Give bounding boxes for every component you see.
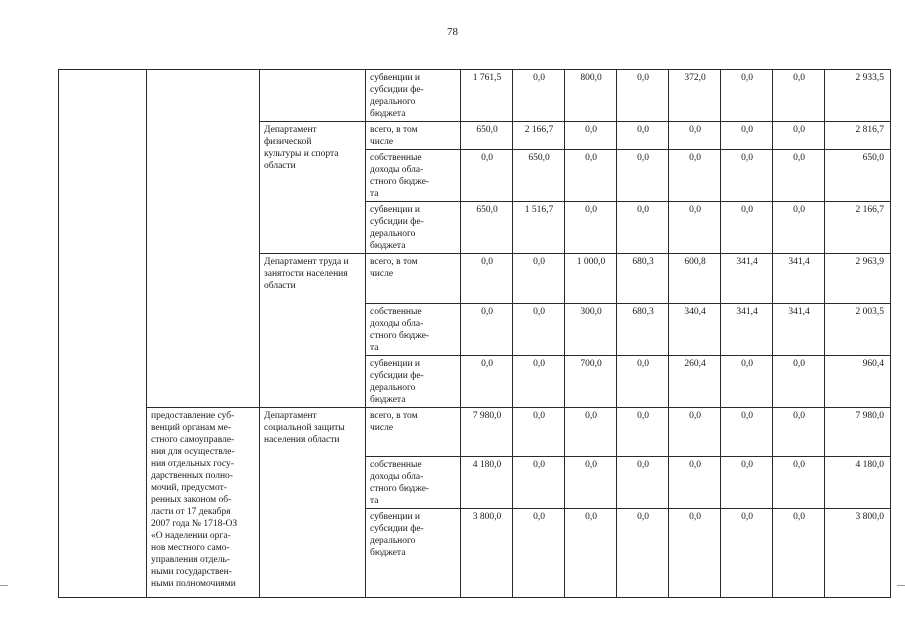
value-cell: 650,0 bbox=[461, 202, 513, 254]
value-cell: 0,0 bbox=[617, 356, 669, 408]
value-cell: 0,0 bbox=[773, 509, 825, 598]
funding-type-cell: субвенции и субсидии фе- дерального бюджета bbox=[366, 356, 461, 408]
value-cell: 0,0 bbox=[565, 509, 617, 598]
department-cell: Департамент физической культуры и спорта области bbox=[260, 122, 366, 254]
value-cell: 0,0 bbox=[773, 356, 825, 408]
value-cell: 0,0 bbox=[669, 408, 721, 457]
value-cell: 0,0 bbox=[565, 202, 617, 254]
activity-cell-empty bbox=[147, 70, 260, 408]
value-cell: 0,0 bbox=[721, 202, 773, 254]
value-cell: 0,0 bbox=[565, 122, 617, 150]
value-cell: 0,0 bbox=[617, 70, 669, 122]
value-cell: 0,0 bbox=[461, 150, 513, 202]
total-cell: 960,4 bbox=[825, 356, 891, 408]
funding-type-cell: всего, в том числе bbox=[366, 122, 461, 150]
total-cell: 2 003,5 bbox=[825, 304, 891, 356]
value-cell: 600,8 bbox=[669, 254, 721, 304]
value-cell: 0,0 bbox=[773, 70, 825, 122]
value-cell: 0,0 bbox=[721, 509, 773, 598]
funding-type-cell: субвенции и субсидии фе- дерального бюджета bbox=[366, 509, 461, 598]
table-row bbox=[59, 70, 891, 122]
value-cell: 0,0 bbox=[773, 408, 825, 457]
value-cell: 0,0 bbox=[617, 457, 669, 509]
value-cell: 7 980,0 bbox=[461, 408, 513, 457]
value-cell: 680,3 bbox=[617, 304, 669, 356]
value-cell: 0,0 bbox=[773, 202, 825, 254]
funding-type-cell: субвенции и субсидии фе- дерального бюджета bbox=[366, 70, 461, 122]
value-cell: 0,0 bbox=[773, 150, 825, 202]
value-cell: 0,0 bbox=[721, 356, 773, 408]
value-cell: 0,0 bbox=[669, 150, 721, 202]
value-cell: 260,4 bbox=[669, 356, 721, 408]
value-cell: 2 166,7 bbox=[513, 122, 565, 150]
value-cell: 680,3 bbox=[617, 254, 669, 304]
value-cell: 1 761,5 bbox=[461, 70, 513, 122]
value-cell: 0,0 bbox=[669, 122, 721, 150]
total-cell: 650,0 bbox=[825, 150, 891, 202]
total-cell: 2 933,5 bbox=[825, 70, 891, 122]
department-cell: Департамент труда и занятости населения области bbox=[260, 254, 366, 408]
value-cell: 0,0 bbox=[565, 408, 617, 457]
value-cell: 0,0 bbox=[617, 122, 669, 150]
value-cell: 341,4 bbox=[721, 304, 773, 356]
value-cell: 372,0 bbox=[669, 70, 721, 122]
value-cell: 0,0 bbox=[513, 70, 565, 122]
funding-type-cell: собственные доходы обла- стного бюдже- та bbox=[366, 150, 461, 202]
value-cell: 0,0 bbox=[721, 122, 773, 150]
value-cell: 0,0 bbox=[513, 356, 565, 408]
total-cell: 7 980,0 bbox=[825, 408, 891, 457]
value-cell: 0,0 bbox=[565, 457, 617, 509]
total-cell: 4 180,0 bbox=[825, 457, 891, 509]
total-cell: 2 963,9 bbox=[825, 254, 891, 304]
value-cell: 0,0 bbox=[721, 408, 773, 457]
value-cell: 800,0 bbox=[565, 70, 617, 122]
value-cell: 4 180,0 bbox=[461, 457, 513, 509]
value-cell: 0,0 bbox=[721, 150, 773, 202]
value-cell: 0,0 bbox=[513, 457, 565, 509]
department-cell: Департамент социальной защиты населения области bbox=[260, 408, 366, 598]
funding-type-cell: собственные доходы обла- стного бюдже- та bbox=[366, 457, 461, 509]
value-cell: 0,0 bbox=[513, 509, 565, 598]
value-cell: 700,0 bbox=[565, 356, 617, 408]
scan-edge-mark bbox=[0, 585, 8, 586]
value-cell: 650,0 bbox=[513, 150, 565, 202]
value-cell: 1 000,0 bbox=[565, 254, 617, 304]
value-cell: 0,0 bbox=[669, 509, 721, 598]
value-cell: 0,0 bbox=[617, 408, 669, 457]
total-cell: 3 800,0 bbox=[825, 509, 891, 598]
total-cell: 2 166,7 bbox=[825, 202, 891, 254]
funding-type-cell: собственные доходы обла- стного бюдже- та bbox=[366, 304, 461, 356]
funding-type-cell: всего, в том числе bbox=[366, 408, 461, 457]
funding-type-cell: всего, в том числе bbox=[366, 254, 461, 304]
value-cell: 0,0 bbox=[617, 150, 669, 202]
value-cell: 300,0 bbox=[565, 304, 617, 356]
value-cell: 0,0 bbox=[617, 509, 669, 598]
value-cell: 0,0 bbox=[773, 122, 825, 150]
value-cell: 340,4 bbox=[669, 304, 721, 356]
value-cell: 0,0 bbox=[461, 254, 513, 304]
value-cell: 341,4 bbox=[721, 254, 773, 304]
value-cell: 0,0 bbox=[617, 202, 669, 254]
total-cell: 2 816,7 bbox=[825, 122, 891, 150]
value-cell: 3 800,0 bbox=[461, 509, 513, 598]
value-cell: 0,0 bbox=[565, 150, 617, 202]
department-cell-empty bbox=[260, 70, 366, 122]
scan-edge-mark bbox=[897, 585, 905, 586]
page-number: 78 bbox=[447, 26, 458, 38]
value-cell: 0,0 bbox=[721, 70, 773, 122]
value-cell: 0,0 bbox=[669, 202, 721, 254]
value-cell: 341,4 bbox=[773, 254, 825, 304]
value-cell: 1 516,7 bbox=[513, 202, 565, 254]
value-cell: 0,0 bbox=[721, 457, 773, 509]
value-cell: 0,0 bbox=[461, 304, 513, 356]
program-column-empty bbox=[59, 70, 147, 598]
value-cell: 650,0 bbox=[461, 122, 513, 150]
value-cell: 0,0 bbox=[513, 408, 565, 457]
activity-cell: предоставление суб- венций органам ме- стного самоуправле- ния для осуществле- ния отдельных госу- дарственных полно- мочий, предусмот- ренных законом об- ласти от 17 декабря 2007 года № 1718-ОЗ «О наделении орга- нов местного само- управления отдель- ными государствен- ными полномочиями bbox=[147, 408, 260, 598]
value-cell: 0,0 bbox=[461, 356, 513, 408]
value-cell: 0,0 bbox=[669, 457, 721, 509]
table-row bbox=[59, 408, 891, 457]
value-cell: 0,0 bbox=[513, 304, 565, 356]
funding-type-cell: субвенции и субсидии фе- дерального бюджета bbox=[366, 202, 461, 254]
value-cell: 341,4 bbox=[773, 304, 825, 356]
value-cell: 0,0 bbox=[773, 457, 825, 509]
value-cell: 0,0 bbox=[513, 254, 565, 304]
budget-table bbox=[58, 69, 891, 598]
